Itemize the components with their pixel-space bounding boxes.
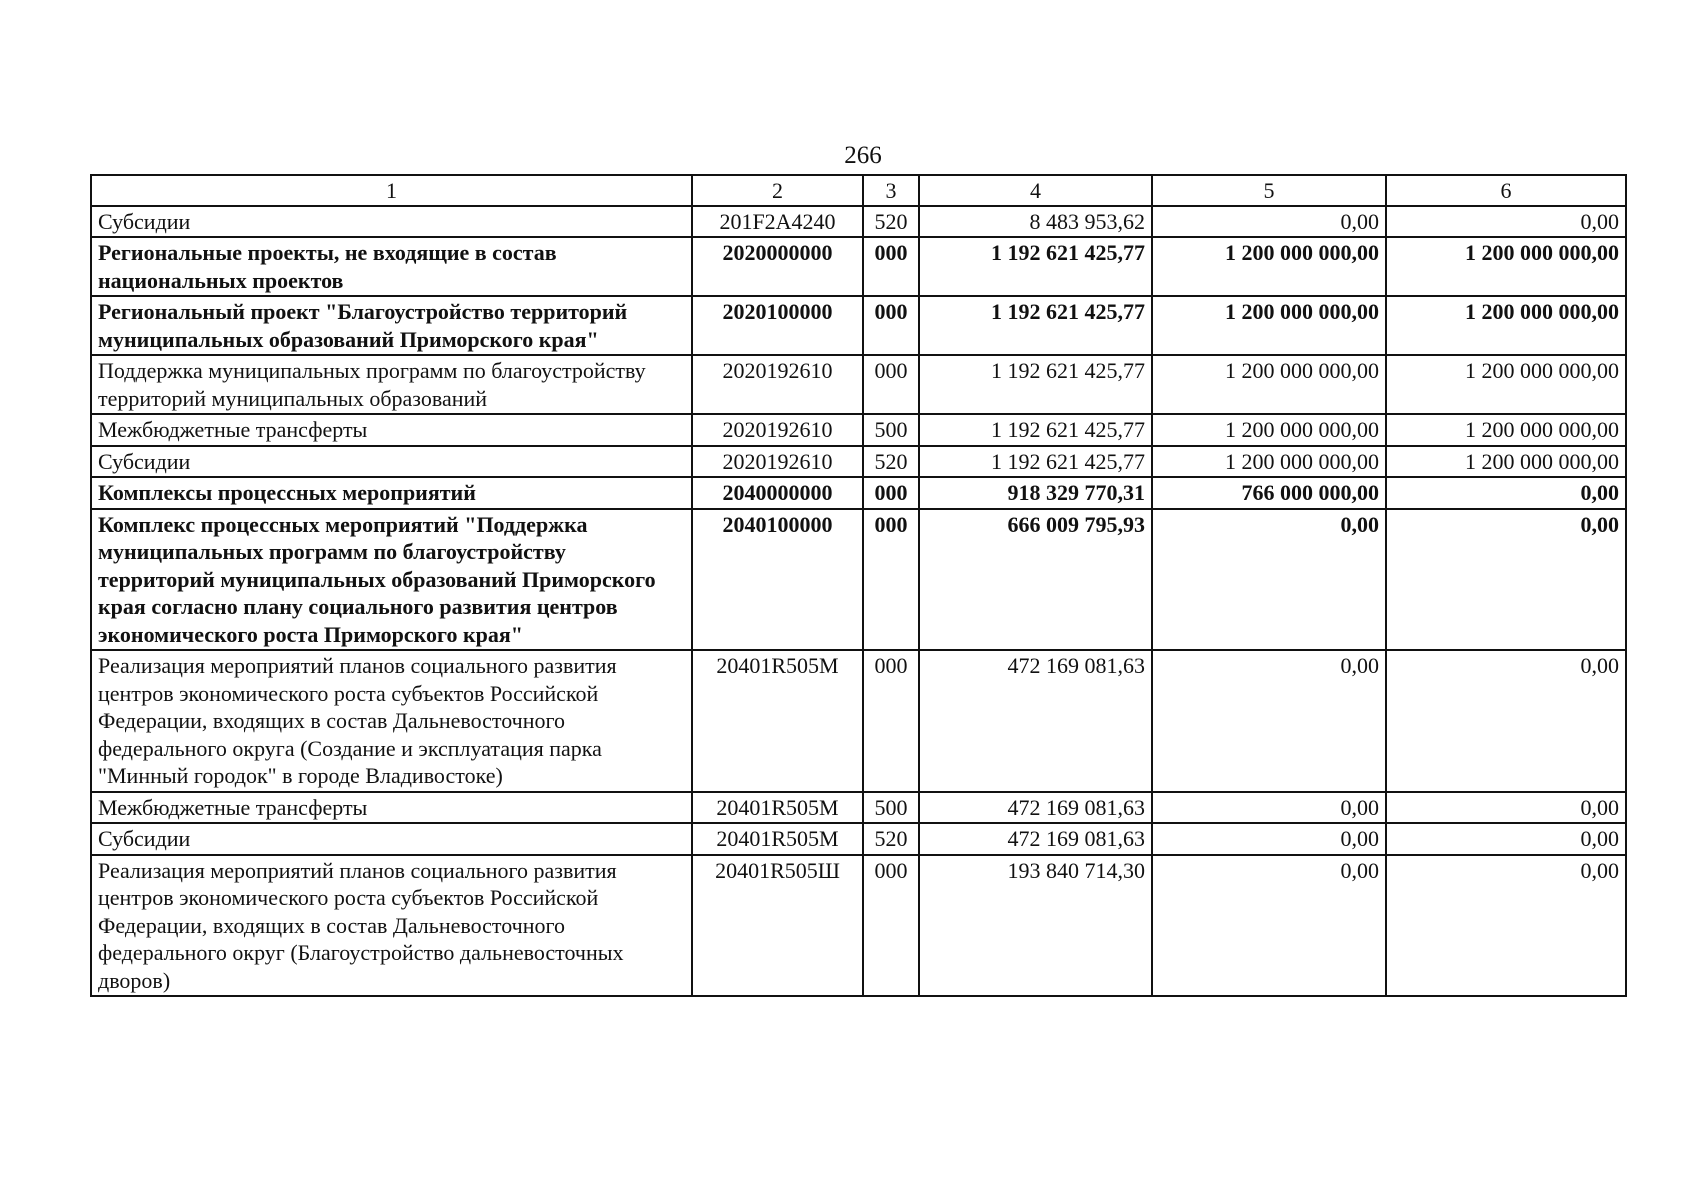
row-value-col5: 0,00 (1152, 509, 1386, 651)
row-value-col5: 0,00 (1152, 855, 1386, 997)
row-value-col6: 0,00 (1386, 823, 1626, 855)
row-value-col5: 1 200 000 000,00 (1152, 414, 1386, 446)
row-value-col5: 0,00 (1152, 206, 1386, 238)
row-value-col5: 0,00 (1152, 650, 1386, 792)
row-value-col5: 1 200 000 000,00 (1152, 446, 1386, 478)
row-code-cell: 2020192610 (692, 414, 863, 446)
row-value-col5: 1 200 000 000,00 (1152, 355, 1386, 414)
row-value-col4: 1 192 621 425,77 (919, 414, 1152, 446)
row-value-col5: 766 000 000,00 (1152, 477, 1386, 509)
row-type-cell: 000 (863, 650, 919, 792)
row-value-col4: 1 192 621 425,77 (919, 446, 1152, 478)
row-type-cell: 500 (863, 792, 919, 824)
row-value-col6: 0,00 (1386, 855, 1626, 997)
row-code-cell: 20401R505M (692, 792, 863, 824)
table-row (91, 355, 1626, 414)
row-name-cell: Межбюджетные трансферты (91, 792, 692, 824)
row-type-cell: 000 (863, 237, 919, 296)
column-header-1: 1 (91, 175, 692, 206)
table-row (91, 296, 1626, 355)
row-value-col6: 0,00 (1386, 509, 1626, 651)
table-row (91, 823, 1626, 855)
table-row (91, 792, 1626, 824)
column-header-6: 6 (1386, 175, 1626, 206)
table-row (91, 237, 1626, 296)
row-value-col4: 1 192 621 425,77 (919, 296, 1152, 355)
row-value-col4: 472 169 081,63 (919, 650, 1152, 792)
row-value-col4: 1 192 621 425,77 (919, 355, 1152, 414)
row-value-col4: 1 192 621 425,77 (919, 237, 1152, 296)
row-value-col6: 1 200 000 000,00 (1386, 446, 1626, 478)
row-value-col5: 0,00 (1152, 823, 1386, 855)
row-code-cell: 2020100000 (692, 296, 863, 355)
table-row (91, 477, 1626, 509)
row-code-cell: 2040000000 (692, 477, 863, 509)
row-value-col6: 0,00 (1386, 477, 1626, 509)
row-name-cell: Комплекс процессных мероприятий "Поддержка муниципальных программ по благоустройству территорий муниципальных образований Приморского края согласно плану социального развития центров экономического роста Приморского края" (91, 509, 692, 651)
row-type-cell: 000 (863, 855, 919, 997)
table-row (91, 509, 1626, 651)
table-header (91, 175, 1626, 206)
row-value-col5: 0,00 (1152, 792, 1386, 824)
table-row (91, 414, 1626, 446)
row-name-cell: Реализация мероприятий планов социального развития центров экономического роста субъектов Российской Федерации, входящих в состав Дальневосточного федерального округа (Создание и эксплуатация парка "Минный городок" в городе Владивостоке) (91, 650, 692, 792)
row-name-cell: Комплексы процессных мероприятий (91, 477, 692, 509)
row-name-cell: Межбюджетные трансферты (91, 414, 692, 446)
row-name-cell: Субсидии (91, 446, 692, 478)
row-code-cell: 2020192610 (692, 446, 863, 478)
column-header-2: 2 (692, 175, 863, 206)
row-value-col6: 1 200 000 000,00 (1386, 355, 1626, 414)
row-code-cell: 2020192610 (692, 355, 863, 414)
row-value-col4: 472 169 081,63 (919, 792, 1152, 824)
table-row (91, 446, 1626, 478)
row-value-col4: 472 169 081,63 (919, 823, 1152, 855)
row-name-cell: Региональный проект "Благоустройство территорий муниципальных образований Приморского края" (91, 296, 692, 355)
row-value-col6: 0,00 (1386, 206, 1626, 238)
row-type-cell: 000 (863, 355, 919, 414)
row-value-col6: 1 200 000 000,00 (1386, 237, 1626, 296)
row-code-cell: 2040100000 (692, 509, 863, 651)
row-value-col6: 0,00 (1386, 792, 1626, 824)
row-value-col4: 918 329 770,31 (919, 477, 1152, 509)
table-row (91, 206, 1626, 238)
row-code-cell: 20401R505M (692, 823, 863, 855)
page-number: 266 (844, 142, 882, 169)
row-code-cell: 20401R505Ш (692, 855, 863, 997)
row-code-cell: 201F2A4240 (692, 206, 863, 238)
row-name-cell: Поддержка муниципальных программ по благоустройству территорий муниципальных образований (91, 355, 692, 414)
row-code-cell: 2020000000 (692, 237, 863, 296)
row-code-cell: 20401R505M (692, 650, 863, 792)
table-row (91, 650, 1626, 792)
row-value-col4: 666 009 795,93 (919, 509, 1152, 651)
row-value-col6: 0,00 (1386, 650, 1626, 792)
column-header-4: 4 (919, 175, 1152, 206)
row-name-cell: Субсидии (91, 206, 692, 238)
table-row (91, 855, 1626, 997)
row-value-col6: 1 200 000 000,00 (1386, 414, 1626, 446)
row-value-col4: 8 483 953,62 (919, 206, 1152, 238)
table-body (91, 206, 1626, 997)
row-name-cell: Субсидии (91, 823, 692, 855)
row-type-cell: 520 (863, 446, 919, 478)
row-type-cell: 520 (863, 823, 919, 855)
row-name-cell: Региональные проекты, не входящие в состав национальных проектов (91, 237, 692, 296)
row-type-cell: 520 (863, 206, 919, 238)
row-value-col5: 1 200 000 000,00 (1152, 237, 1386, 296)
row-name-cell: Реализация мероприятий планов социального развития центров экономического роста субъектов Российской Федерации, входящих в состав Дальневосточного федерального округ (Благоустройство дальневосточных дворов) (91, 855, 692, 997)
row-type-cell: 000 (863, 296, 919, 355)
row-type-cell: 000 (863, 477, 919, 509)
row-value-col5: 1 200 000 000,00 (1152, 296, 1386, 355)
column-header-5: 5 (1152, 175, 1386, 206)
budget-table (90, 174, 1627, 997)
row-value-col4: 193 840 714,30 (919, 855, 1152, 997)
row-type-cell: 000 (863, 509, 919, 651)
column-header-3: 3 (863, 175, 919, 206)
row-type-cell: 500 (863, 414, 919, 446)
header-row (91, 175, 1626, 206)
row-value-col6: 1 200 000 000,00 (1386, 296, 1626, 355)
